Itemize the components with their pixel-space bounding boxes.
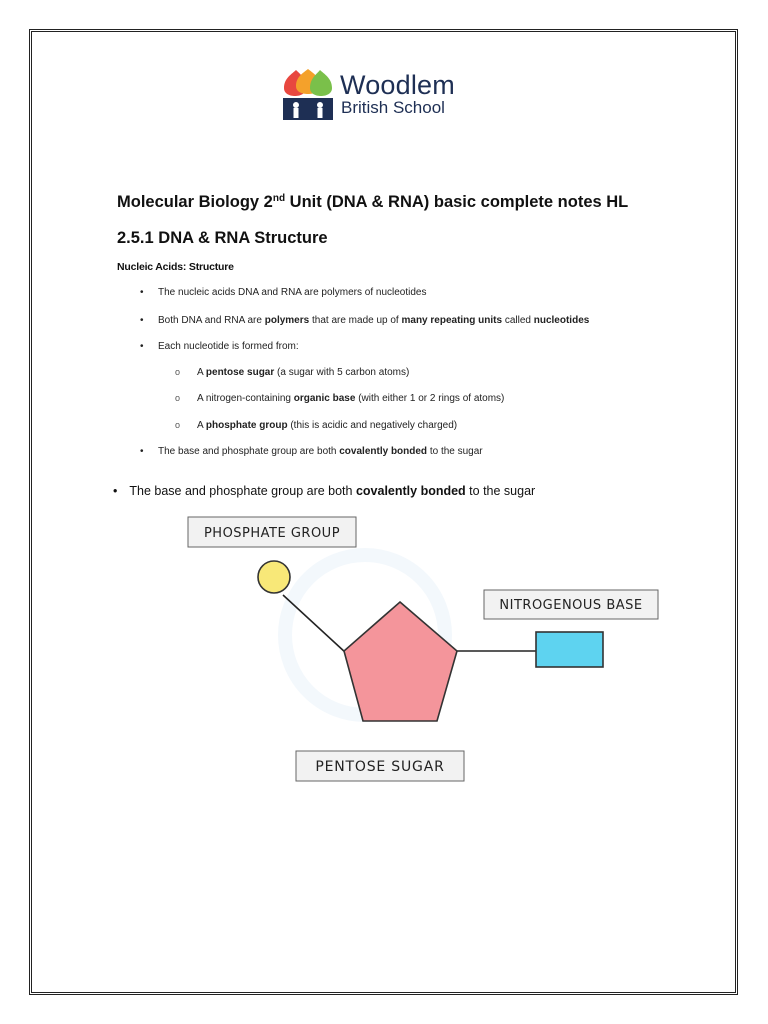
list-item: • The nucleic acids DNA and RNA are polymers of nucleotides [140,287,427,298]
sub-list-item: o A phosphate group (this is acidic and negatively charged) [175,420,458,431]
list-item: • Both DNA and RNA are polymers that are made up of many repeating units called nucleotides [140,315,590,326]
section-title: 2.5.1 DNA & RNA Structure [117,229,328,247]
page-title: Molecular Biology 2nd Unit (DNA & RNA) basic complete notes HL [117,193,629,211]
phosphate-circle [258,561,290,593]
sub-list-item: o A nitrogen-containing organic base (with either 1 or 2 rings of atoms) [175,393,505,404]
school-logo [280,68,480,120]
phosphate-label: PHOSPHATE GROUP [203,526,341,541]
section-heading: Nucleic Acids: Structure [117,261,234,273]
logo-mark-icon [280,68,336,120]
logo-subtitle: British School [341,98,445,117]
list-item: • The base and phosphate group are both covalently bonded to the sugar [140,446,483,457]
base-rectangle [536,632,603,667]
sub-list-item: o A pentose sugar (a sugar with 5 carbon atoms) [175,367,410,378]
sugar-label: PENTOSE SUGAR [315,759,445,775]
list-item: • Each nucleotide is formed from: [140,341,299,352]
nucleotide-diagram [150,505,710,805]
large-list-item: • The base and phosphate group are both covalently bonded to the sugar [113,484,536,498]
logo-name: Woodlem [340,70,455,100]
base-label: NITROGENOUS BASE [499,598,643,613]
